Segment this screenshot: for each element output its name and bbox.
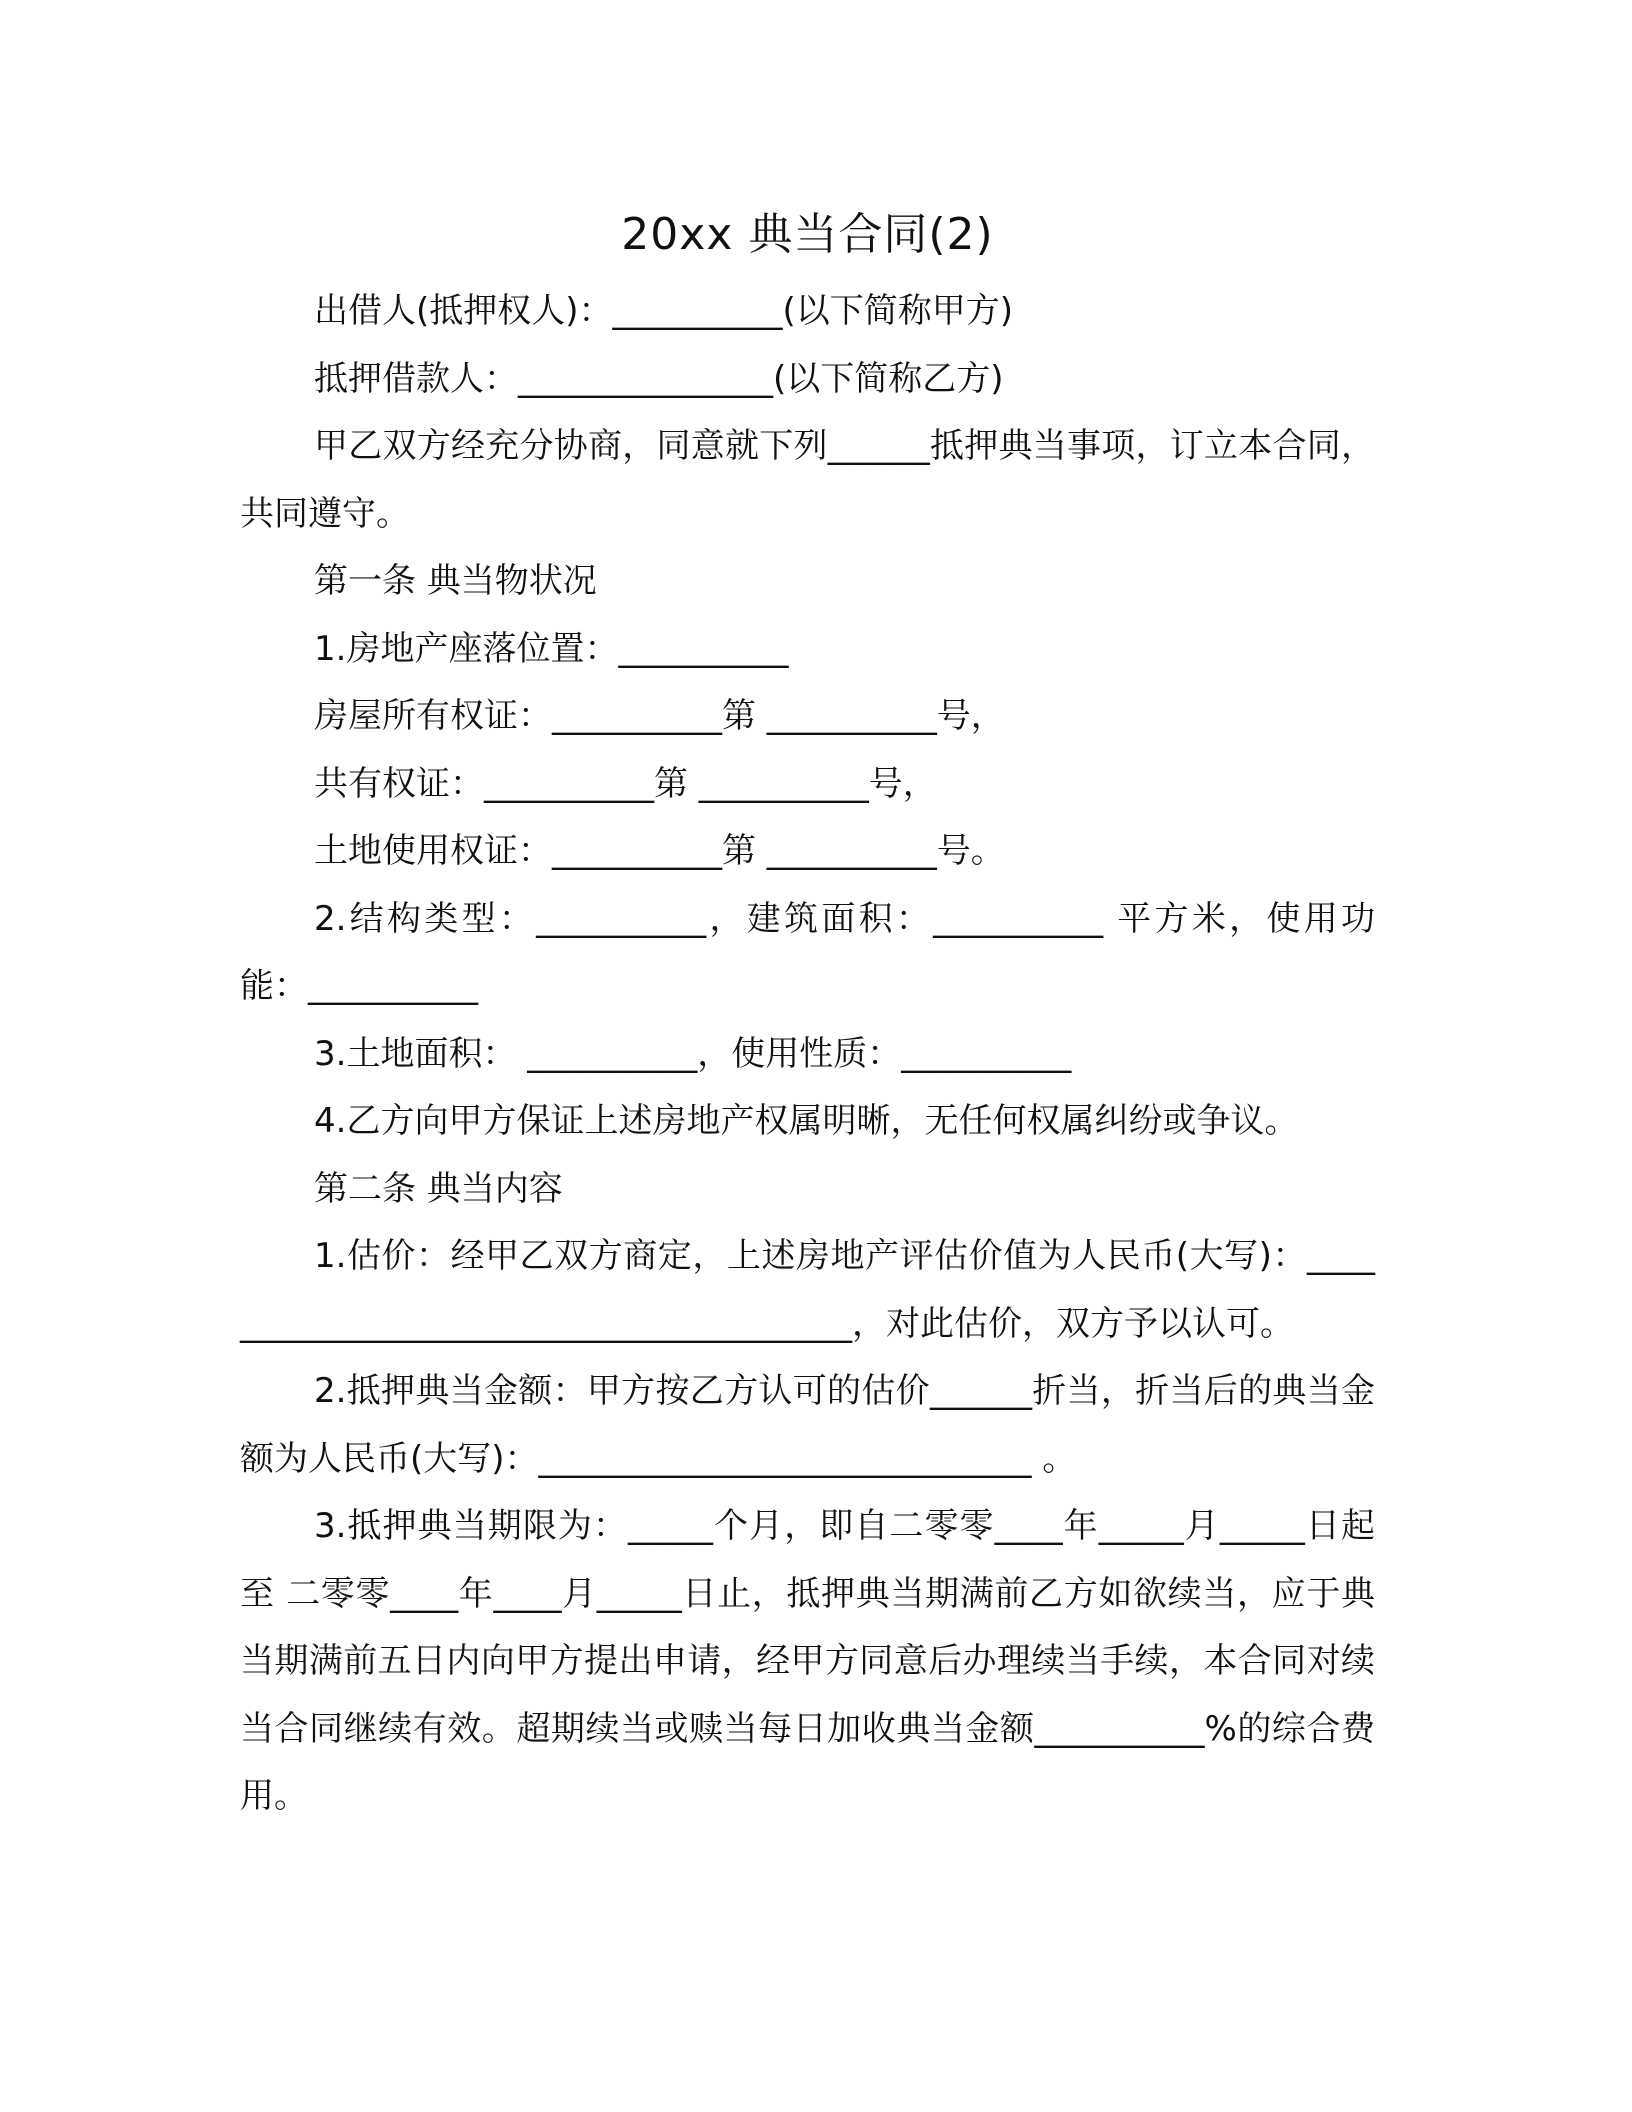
paragraph-land-area: 3.土地面积： __________，使用性质：__________ [314,1033,1072,1074]
paragraph-guarantee: 4.乙方向甲方保证上述房地产权属明晰，无任何权属纠纷或争议。 [314,1101,1299,1141]
paragraph-land-certificate: 土地使用权证：__________第 __________号。 [314,831,1005,871]
paragraph-borrower: 抵押借款人：_______________(以下简称乙方) [314,358,1004,399]
article-2-heading: 第二条 典当内容 [314,1168,563,1209]
paragraph-pawn-amount: 2.抵押典当金额：甲方按乙方认可的估价______折当，折当后的典当金额为人民币(大写)：_____________________________ 。 [240,1371,1375,1479]
paragraph-location: 1.房地产座落位置：__________ [314,628,789,669]
paragraph-pawn-term: 3.抵押典当期限为：_____个月，即自二零零____年_____月_____日起至 二零零____年____月_____日止，抵押典当期满前乙方如欲续当，应于典当期满前五日内向甲方提出申请，经甲方同意后办理续当手续，本合同对续当合同继续有效。超期续当或赎当每日加收典当金额__________%的综合费用。 [240,1506,1375,1816]
article-1-heading: 第一条 典当物状况 [314,561,597,601]
paragraph-agreement: 甲乙双方经充分协商，同意就下列______抵押典当事项，订立本合同，共同遵守。 [240,426,1375,534]
paragraph-house-certificate: 房屋所有权证：__________第 __________号， [314,696,1005,736]
paragraph-joint-certificate: 共有权证：__________第 __________号， [314,763,937,804]
paragraph-structure: 2.结构类型：__________，建筑面积：__________ 平方米，使用功能：__________ [240,898,1375,1006]
document-body [240,200,1375,1831]
document-title: 20xx 典当合同(2) [621,209,994,260]
paragraph-lender: 出借人(抵押权人)：__________(以下简称甲方) [314,291,1014,331]
paragraph-valuation: 1.估价：经甲乙双方商定，上述房地产评估价值为人民币(大写)：________________________________________，对此估价，双方予以认可。 [240,1236,1375,1344]
